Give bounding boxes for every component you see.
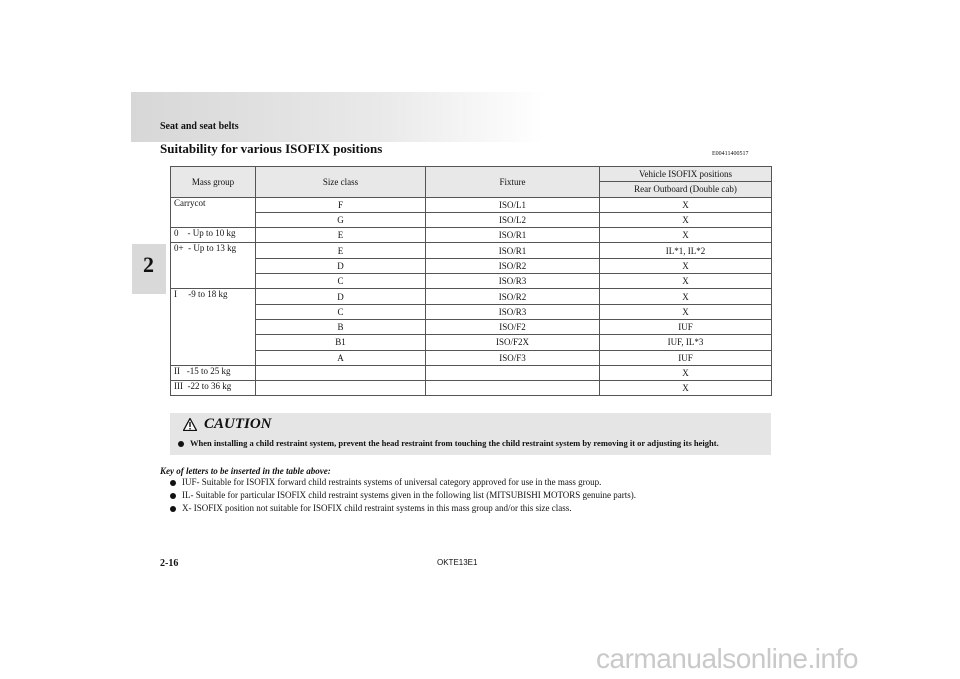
size-cell: B1: [256, 335, 426, 350]
value-cell: X: [600, 289, 772, 304]
list-item: [170, 503, 571, 513]
fixture-cell: ISO/F2X: [426, 335, 600, 350]
key-title: Key of letters to be inserted in the table above:: [160, 466, 331, 476]
mass-cell: [171, 304, 256, 319]
value-cell: X: [600, 212, 772, 227]
fixture-cell: ISO/R3: [426, 304, 600, 319]
mass-cell: II -15 to 25 kg: [171, 365, 256, 380]
caution-message: When installing a child restraint system, prevent the head restraint from touching the child restraint system by removing it or adjusting its height.: [190, 438, 719, 448]
header-band: [131, 92, 545, 142]
mass-cell: Carrycot: [171, 197, 256, 212]
fixture-cell: ISO/R3: [426, 274, 600, 289]
table-row: [171, 289, 772, 304]
caution-text: [178, 438, 719, 448]
size-cell: [256, 365, 426, 380]
table-row: [171, 228, 772, 243]
bullet-icon: [178, 441, 184, 447]
size-cell: E: [256, 228, 426, 243]
size-cell: E: [256, 243, 426, 258]
list-item: [170, 490, 636, 500]
mass-cell: [171, 274, 256, 289]
value-cell: X: [600, 381, 772, 396]
table-row: [171, 319, 772, 334]
list-item: [170, 477, 601, 487]
warning-triangle-icon: [183, 418, 197, 436]
value-cell: IL*1, IL*2: [600, 243, 772, 258]
mass-cell: III -22 to 36 kg: [171, 381, 256, 396]
page-number: 2-16: [160, 558, 179, 569]
fixture-cell: ISO/F3: [426, 350, 600, 365]
size-cell: G: [256, 212, 426, 227]
value-cell: IUF, IL*3: [600, 335, 772, 350]
table-row: [171, 197, 772, 212]
bullet-icon: [170, 493, 176, 499]
size-cell: B: [256, 319, 426, 334]
table-row: [171, 350, 772, 365]
table-row: [171, 381, 772, 396]
caution-title: CAUTION: [204, 416, 272, 432]
size-cell: C: [256, 274, 426, 289]
fixture-cell: ISO/L2: [426, 212, 600, 227]
header-rear-outboard: Rear Outboard (Double cab): [600, 182, 772, 197]
size-cell: A: [256, 350, 426, 365]
size-cell: C: [256, 304, 426, 319]
caution-box: [170, 413, 771, 455]
chapter-number: 2: [143, 252, 154, 277]
value-cell: X: [600, 258, 772, 273]
fixture-cell: ISO/F2: [426, 319, 600, 334]
value-cell: IUF: [600, 350, 772, 365]
size-cell: [256, 381, 426, 396]
table-row: [171, 274, 772, 289]
fixture-cell: ISO/L1: [426, 197, 600, 212]
mass-cell: 0+ - Up to 13 kg: [171, 243, 256, 258]
key-item-text: X- ISOFIX position not suitable for ISOFIX child restraint systems in this mass group and/or this size class.: [182, 503, 572, 513]
table-header-row: [171, 167, 772, 182]
mass-cell: [171, 212, 256, 227]
watermark: carmanualsonline.info: [596, 643, 858, 674]
value-cell: X: [600, 365, 772, 380]
mass-cell: I -9 to 18 kg: [171, 289, 256, 304]
fixture-cell: ISO/R2: [426, 258, 600, 273]
fixture-cell: ISO/R1: [426, 228, 600, 243]
size-cell: F: [256, 197, 426, 212]
bullet-icon: [170, 506, 176, 512]
page-title: Suitability for various ISOFIX positions: [160, 141, 383, 156]
key-item-text: IL- Suitable for particular ISOFIX child restraint systems given in the following list (MITSUBISHI MOTORS genuine parts).: [182, 490, 637, 500]
fixture-cell: ISO/R2: [426, 289, 600, 304]
table-row: [171, 243, 772, 258]
value-cell: X: [600, 228, 772, 243]
manual-code: OKTE13E1: [437, 558, 478, 567]
size-cell: D: [256, 258, 426, 273]
table-row: [171, 212, 772, 227]
fixture-cell: [426, 381, 600, 396]
fixture-cell: [426, 365, 600, 380]
table-row: [171, 304, 772, 319]
mass-cell: [171, 335, 256, 350]
table-row: [171, 365, 772, 380]
header-vehicle-positions: Vehicle ISOFIX positions: [600, 167, 772, 182]
header-fixture: Fixture: [426, 167, 600, 198]
isofix-table: [170, 166, 772, 396]
value-cell: X: [600, 197, 772, 212]
mass-cell: 0 - Up to 10 kg: [171, 228, 256, 243]
table-row: [171, 335, 772, 350]
header-mass-group: Mass group: [171, 167, 256, 198]
value-cell: X: [600, 274, 772, 289]
header-size-class: Size class: [256, 167, 426, 198]
value-cell: IUF: [600, 319, 772, 334]
key-item-text: IUF- Suitable for ISOFIX forward child restraints systems of universal category approved for use in the mass group.: [182, 477, 602, 487]
table-row: [171, 258, 772, 273]
doc-code: E00411400517: [712, 151, 749, 157]
size-cell: D: [256, 289, 426, 304]
mass-cell: [171, 258, 256, 273]
fixture-cell: ISO/R1: [426, 243, 600, 258]
value-cell: X: [600, 304, 772, 319]
mass-cell: [171, 350, 256, 365]
mass-cell: [171, 319, 256, 334]
section-title: Seat and seat belts: [160, 121, 239, 132]
bullet-icon: [170, 480, 176, 486]
